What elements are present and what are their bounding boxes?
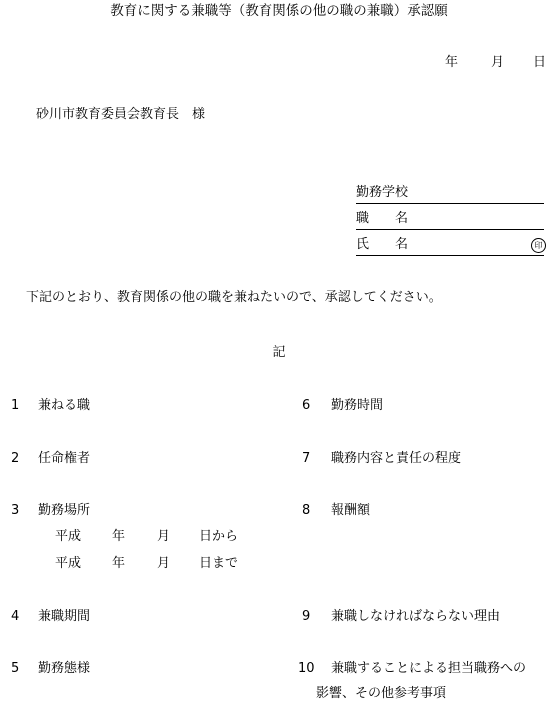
item-label: 勤務時間	[331, 398, 384, 413]
name-field	[356, 237, 544, 256]
period-to: 平成 年 月 日まで	[55, 556, 239, 571]
list-item	[302, 398, 383, 414]
date-year: 年	[444, 55, 458, 70]
item-label: 兼職しなければならない理由	[331, 609, 501, 624]
item-label: 報酬額	[331, 503, 371, 518]
item-number: 1	[11, 398, 20, 413]
list-item	[11, 661, 90, 677]
position-label: 職 名	[356, 211, 409, 226]
list-item	[11, 451, 90, 467]
addressee: 砂川市教育委員会教育長 様	[36, 107, 206, 122]
item-label: 兼職することによる担当職務への	[331, 661, 527, 676]
item-number: 3	[11, 503, 20, 518]
item-label: 兼職期間	[38, 609, 91, 624]
position-field	[356, 211, 544, 230]
seal-icon: 印	[531, 238, 546, 253]
date-line	[445, 55, 546, 71]
item-number: 9	[302, 609, 311, 624]
request-text: 下記のとおり、教育関係の他の職を兼ねたいので、承認してください。	[26, 290, 442, 305]
item-label: 任命権者	[38, 451, 91, 466]
date-month: 月	[490, 55, 504, 70]
item-number: 5	[11, 661, 20, 676]
item-number: 10	[298, 661, 315, 676]
workplace-label: 勤務学校	[356, 185, 409, 200]
ki-heading: 記	[272, 345, 286, 360]
item-label: 勤務態様	[38, 661, 91, 676]
date-day: 日	[532, 55, 546, 70]
list-item	[302, 609, 500, 625]
item-number: 6	[302, 398, 311, 413]
item-label: 職務内容と責任の程度	[331, 451, 462, 466]
list-item	[11, 503, 90, 519]
item-label: 勤務場所	[38, 503, 91, 518]
item-number: 2	[11, 451, 20, 466]
workplace-field	[356, 185, 544, 204]
document-title: 教育に関する兼職等（教育関係の他の職の兼職）承認願	[110, 3, 448, 19]
list-item	[11, 609, 90, 625]
name-label: 氏 名	[356, 237, 409, 252]
item-number: 8	[302, 503, 311, 518]
item-label: 兼ねる職	[38, 398, 91, 413]
list-item	[298, 661, 526, 677]
list-item	[302, 503, 370, 519]
item-number: 7	[302, 451, 311, 466]
item-number: 4	[11, 609, 20, 624]
list-item	[302, 451, 461, 467]
item-label-continuation: 影響、その他参考事項	[316, 686, 447, 701]
list-item	[11, 398, 90, 414]
period-from: 平成 年 月 日から	[55, 529, 239, 544]
